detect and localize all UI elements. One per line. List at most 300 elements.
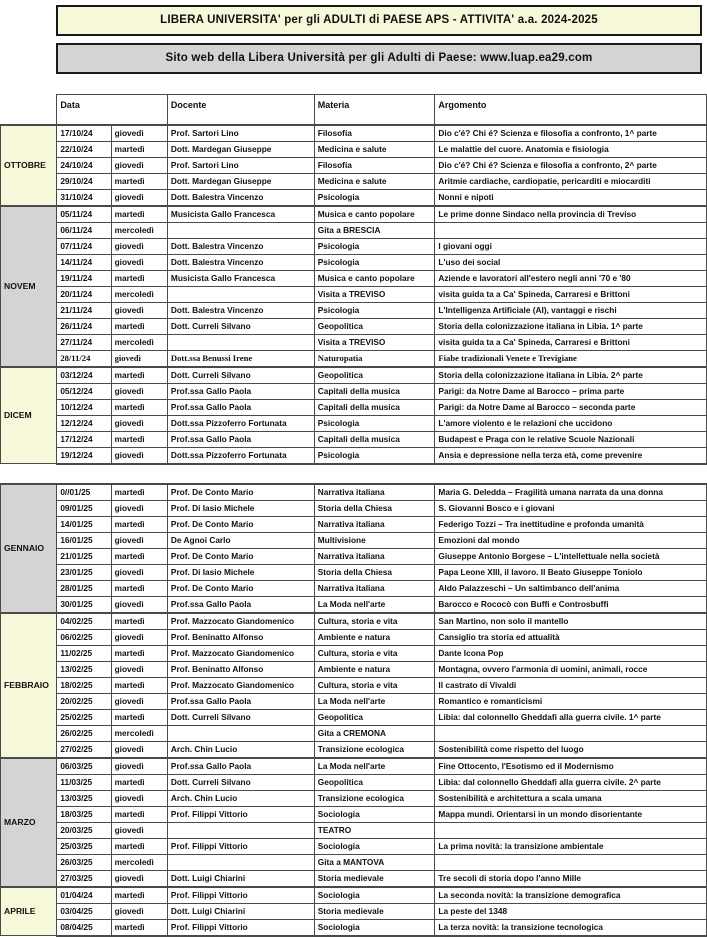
table-row (1, 238, 707, 254)
cell-topic: Budapest e Praga con le relative Scuole Nazionali (435, 431, 707, 447)
table-row (1, 157, 707, 173)
cell-date: 03/12/24 (57, 367, 111, 384)
column-header-subject: Materia (314, 95, 435, 125)
cell-teacher: Dott. Balestra Vincenzo (167, 302, 314, 318)
cell-date: 14/01/25 (57, 516, 111, 532)
table-row (1, 318, 707, 334)
cell-subject: Gita a MANTOVA (314, 854, 435, 870)
cell-teacher: Dott.ssa Pizzoferro Fortunata (167, 415, 314, 431)
cell-topic: San Martino, non solo il mantello (435, 613, 707, 630)
cell-teacher: Dott. Balestra Vincenzo (167, 238, 314, 254)
cell-date: 26/02/25 (57, 725, 111, 741)
cell-day: martedì (111, 645, 167, 661)
cell-subject: Psicologia (314, 447, 435, 464)
cell-date: 27/11/24 (57, 334, 111, 350)
cell-topic: Le prime donne Sindaco nella provincia di Treviso (435, 206, 707, 223)
cell-day: giovedì (111, 870, 167, 887)
cell-subject: Medicina e salute (314, 141, 435, 157)
cell-topic: I giovani oggi (435, 238, 707, 254)
column-header-day (111, 95, 167, 125)
cell-teacher: Prof. De Conto Mario (167, 516, 314, 532)
schedule-section-2 (0, 483, 707, 937)
cell-subject: Ambiente e natura (314, 661, 435, 677)
cell-topic: Giuseppe Antonio Borgese – L'intellettuale nella società (435, 548, 707, 564)
cell-subject: Sociologia (314, 806, 435, 822)
cell-subject: Narrativa italiana (314, 580, 435, 596)
cell-day: martedì (111, 399, 167, 415)
table-row (1, 548, 707, 564)
cell-subject: Ambiente e natura (314, 629, 435, 645)
cell-day: martedì (111, 431, 167, 447)
cell-day: giovedì (111, 758, 167, 775)
cell-date: 31/10/24 (57, 189, 111, 206)
cell-teacher: Prof.ssa Gallo Paola (167, 596, 314, 613)
cell-day: martedì (111, 709, 167, 725)
cell-date: 24/10/24 (57, 157, 111, 173)
cell-date: 21/01/25 (57, 548, 111, 564)
table-row (1, 367, 707, 384)
cell-topic: Sostenibilità e architettura a scala umana (435, 790, 707, 806)
cell-subject: Sociologia (314, 919, 435, 936)
cell-date: 11/02/25 (57, 645, 111, 661)
cell-day: mercoledì (111, 854, 167, 870)
cell-subject: Gita a BRESCIA (314, 222, 435, 238)
cell-subject: Geopolitica (314, 774, 435, 790)
table-row (1, 774, 707, 790)
cell-teacher: Prof. De Conto Mario (167, 580, 314, 596)
cell-topic: Nonni e nipoti (435, 189, 707, 206)
table-row (1, 903, 707, 919)
table-row (1, 516, 707, 532)
cell-day: mercoledì (111, 286, 167, 302)
cell-teacher: Arch. Chin Lucio (167, 741, 314, 758)
cell-topic: Papa Leone XIII, il lavoro. Il Beato Giuseppe Toniolo (435, 564, 707, 580)
cell-day: martedì (111, 173, 167, 189)
cell-teacher: Dott. Curreli Silvano (167, 318, 314, 334)
cell-date: 13/02/25 (57, 661, 111, 677)
month-label-ottobre: OTTOBRE (1, 125, 57, 206)
table-row (1, 189, 707, 206)
cell-teacher: Dott. Luigi Chiarini (167, 870, 314, 887)
cell-day: martedì (111, 887, 167, 904)
cell-date: 23/01/25 (57, 564, 111, 580)
cell-topic: Dio c'é? Chi é? Scienza e filosofia a confronto, 1^ parte (435, 125, 707, 142)
table-row (1, 484, 707, 501)
column-header-date: Data (57, 95, 111, 125)
cell-topic: La peste del 1348 (435, 903, 707, 919)
cell-date: 19/12/24 (57, 447, 111, 464)
table-row (1, 141, 707, 157)
table-row (1, 415, 707, 431)
cell-teacher: Dott. Luigi Chiarini (167, 903, 314, 919)
cell-topic: Ansia e depressione nella terza età, come prevenire (435, 447, 707, 464)
table-row (1, 613, 707, 630)
cell-teacher: Arch. Chin Lucio (167, 790, 314, 806)
month-label-marzo: MARZO (1, 758, 57, 887)
cell-teacher: Dott. Curreli Silvano (167, 774, 314, 790)
cell-teacher: Prof. Mazzocato Giandomenico (167, 677, 314, 693)
table-row (1, 399, 707, 415)
cell-date: 28/01/25 (57, 580, 111, 596)
cell-subject: Multivisione (314, 532, 435, 548)
cell-date: 11/03/25 (57, 774, 111, 790)
cell-date: 20/11/24 (57, 286, 111, 302)
cell-subject: Cultura, storia e vita (314, 613, 435, 630)
month-label-novem: NOVEM (1, 206, 57, 367)
cell-date: 26/03/25 (57, 854, 111, 870)
cell-topic: Cansiglio tra storia ed attualità (435, 629, 707, 645)
table-row (1, 919, 707, 936)
cell-day: giovedì (111, 125, 167, 142)
cell-date: 01/04/24 (57, 887, 111, 904)
cell-date: 03/04/25 (57, 903, 111, 919)
cell-teacher: Prof. De Conto Mario (167, 484, 314, 501)
cell-subject: Cultura, storia e vita (314, 645, 435, 661)
cell-teacher: Dott. Balestra Vincenzo (167, 254, 314, 270)
cell-date: 08/04/25 (57, 919, 111, 936)
table-row (1, 693, 707, 709)
cell-topic: Montagna, ovvero l'armonia di uomini, animali, rocce (435, 661, 707, 677)
cell-date: 21/11/24 (57, 302, 111, 318)
cell-day: mercoledì (111, 725, 167, 741)
cell-day: martedì (111, 516, 167, 532)
cell-topic: Storia della colonizzazione italiana in Libia. 1^ parte (435, 318, 707, 334)
table-row (1, 887, 707, 904)
spacer-between-tables (0, 465, 707, 483)
table-row (1, 500, 707, 516)
cell-day: martedì (111, 270, 167, 286)
schedule-table-winter-spring (0, 483, 707, 937)
table-row (1, 383, 707, 399)
cell-date: 29/10/24 (57, 173, 111, 189)
cell-topic: Barocco e Rococò con Buffi e Controsbuffi (435, 596, 707, 613)
cell-subject: Capitali della musica (314, 383, 435, 399)
cell-teacher: Prof.ssa Gallo Paola (167, 431, 314, 447)
cell-teacher: De Agnoi Carlo (167, 532, 314, 548)
cell-date: 27/02/25 (57, 741, 111, 758)
table-row (1, 532, 707, 548)
cell-topic: La terza novità: la transizione tecnologica (435, 919, 707, 936)
cell-teacher: Dott. Balestra Vincenzo (167, 189, 314, 206)
cell-teacher: Prof. Mazzocato Giandomenico (167, 645, 314, 661)
cell-subject: Narrativa italiana (314, 548, 435, 564)
page-title: LIBERA UNIVERSITA' per gli ADULTI di PAESE APS - ATTIVITA' a.a. 2024-2025 (56, 5, 702, 36)
cell-date: 10/12/24 (57, 399, 111, 415)
cell-teacher: Dott.ssa Benussi Irene (167, 350, 314, 367)
cell-day: martedì (111, 677, 167, 693)
cell-teacher: Prof. Filippi Vittorio (167, 887, 314, 904)
cell-date: 18/03/25 (57, 806, 111, 822)
cell-day: giovedì (111, 564, 167, 580)
cell-teacher: Prof. Beninatto Alfonso (167, 661, 314, 677)
cell-day: giovedì (111, 741, 167, 758)
header-month-gutter (1, 95, 57, 125)
table-row (1, 564, 707, 580)
month-label-febbraio: FEBBRAIO (1, 613, 57, 758)
cell-teacher: Dott. Mardegan Giuseppe (167, 141, 314, 157)
cell-teacher: Prof. Mazzocato Giandomenico (167, 613, 314, 630)
table-row (1, 334, 707, 350)
cell-day: martedì (111, 318, 167, 334)
table-row (1, 270, 707, 286)
month-label-aprile: APRILE (1, 887, 57, 936)
table-row (1, 222, 707, 238)
cell-date: 28/11/24 (57, 350, 111, 367)
cell-topic: Aritmie cardiache, cardiopatie, pericarditi e miocarditi (435, 173, 707, 189)
cell-teacher: Dott. Mardegan Giuseppe (167, 173, 314, 189)
cell-date: 05/11/24 (57, 206, 111, 223)
cell-topic (435, 822, 707, 838)
cell-topic: Maria G. Deledda – Fragilità umana narrata da una donna (435, 484, 707, 501)
cell-subject: Storia della Chiesa (314, 500, 435, 516)
cell-teacher: Dott.ssa Pizzoferro Fortunata (167, 447, 314, 464)
cell-topic: visita guida ta a Ca' Spineda, Carraresi e Brittoni (435, 334, 707, 350)
table-row (1, 838, 707, 854)
cell-day: giovedì (111, 157, 167, 173)
table-row (1, 725, 707, 741)
cell-date: 19/11/24 (57, 270, 111, 286)
cell-topic: Mappa mundi. Orientarsi in un mondo disorientante (435, 806, 707, 822)
cell-subject: La Moda nell'arte (314, 693, 435, 709)
cell-teacher: Dott. Curreli Silvano (167, 709, 314, 725)
table-row (1, 447, 707, 464)
cell-topic: Aziende e lavoratori all'estero negli anni '70 e '80 (435, 270, 707, 286)
cell-teacher: Musicista Gallo Francesca (167, 270, 314, 286)
cell-topic: Tre secoli di storia dopo l'anno Mille (435, 870, 707, 887)
cell-date: 13/03/25 (57, 790, 111, 806)
cell-date: 14/11/24 (57, 254, 111, 270)
table-row (1, 596, 707, 613)
cell-day: martedì (111, 580, 167, 596)
cell-subject: Gita a CREMONA (314, 725, 435, 741)
cell-subject: Sociologia (314, 887, 435, 904)
table-row (1, 629, 707, 645)
table-row (1, 580, 707, 596)
table-row (1, 286, 707, 302)
cell-date: 27/03/25 (57, 870, 111, 887)
cell-topic: Sostenibilità come rispetto del luogo (435, 741, 707, 758)
cell-date: 0//01/25 (57, 484, 111, 501)
cell-teacher (167, 334, 314, 350)
table-row (1, 254, 707, 270)
cell-date: 06/02/25 (57, 629, 111, 645)
cell-teacher: Prof. Beninatto Alfonso (167, 629, 314, 645)
cell-topic (435, 854, 707, 870)
cell-topic (435, 222, 707, 238)
cell-day: martedì (111, 919, 167, 936)
cell-date: 22/10/24 (57, 141, 111, 157)
cell-subject: Narrativa italiana (314, 516, 435, 532)
cell-topic: L'Intelligenza Artificiale (AI), vantaggi e rischi (435, 302, 707, 318)
cell-day: giovedì (111, 693, 167, 709)
cell-teacher (167, 854, 314, 870)
table-row (1, 661, 707, 677)
cell-teacher (167, 222, 314, 238)
table-row (1, 758, 707, 775)
cell-date: 16/01/25 (57, 532, 111, 548)
cell-day: giovedì (111, 189, 167, 206)
cell-day: martedì (111, 613, 167, 630)
month-label-gennaio: GENNAIO (1, 484, 57, 613)
table-header-row (1, 95, 707, 125)
column-header-topic: Argomento (435, 95, 707, 125)
website-banner: Sito web della Libera Università per gli Adulti di Paese: www.luap.ea29.com (56, 43, 702, 74)
cell-subject: Naturopatia (314, 350, 435, 367)
cell-day: martedì (111, 484, 167, 501)
cell-teacher: Prof.ssa Gallo Paola (167, 758, 314, 775)
cell-teacher: Prof. Sartori Lino (167, 157, 314, 173)
table-row (1, 741, 707, 758)
cell-day: giovedì (111, 903, 167, 919)
cell-topic: Emozioni dal mondo (435, 532, 707, 548)
cell-subject: Cultura, storia e vita (314, 677, 435, 693)
cell-day: giovedì (111, 415, 167, 431)
table-row (1, 709, 707, 725)
cell-topic: Storia della colonizzazione italiana in Libia. 2^ parte (435, 367, 707, 384)
cell-day: giovedì (111, 629, 167, 645)
cell-topic: L'uso dei social (435, 254, 707, 270)
cell-topic: Il castrato di Vivaldi (435, 677, 707, 693)
cell-date: 05/12/24 (57, 383, 111, 399)
cell-teacher: Prof. Di Iasio Michele (167, 500, 314, 516)
cell-topic: La seconda novità: la transizione demografica (435, 887, 707, 904)
cell-subject: La Moda nell'arte (314, 596, 435, 613)
cell-subject: Storia medievale (314, 903, 435, 919)
cell-day: giovedì (111, 532, 167, 548)
cell-subject: Capitali della musica (314, 431, 435, 447)
cell-subject: La Moda nell'arte (314, 758, 435, 775)
cell-date: 12/12/24 (57, 415, 111, 431)
cell-topic: Aldo Palazzeschi – Un saltimbanco dell'anima (435, 580, 707, 596)
cell-topic: Dio c'é? Chi é? Scienza e filosofia a confronto, 2^ parte (435, 157, 707, 173)
table-row (1, 302, 707, 318)
cell-topic: La prima novità: la transizione ambientale (435, 838, 707, 854)
cell-topic: Parigi: da Notre Dame al Barocco – seconda parte (435, 399, 707, 415)
cell-topic: Fiabe tradizionali Venete e Trevigiane (435, 350, 707, 367)
table-row (1, 790, 707, 806)
cell-subject: Visita a TREVISO (314, 334, 435, 350)
cell-day: mercoledì (111, 222, 167, 238)
cell-day: giovedì (111, 447, 167, 464)
cell-day: giovedì (111, 383, 167, 399)
cell-teacher: Prof.ssa Gallo Paola (167, 693, 314, 709)
cell-teacher: Prof. Filippi Vittorio (167, 919, 314, 936)
table-row (1, 125, 707, 142)
cell-subject: Geopolitica (314, 318, 435, 334)
cell-subject: Transizione ecologica (314, 741, 435, 758)
cell-subject: Capitali della musica (314, 399, 435, 415)
cell-topic: visita guida ta a Ca' Spineda, Carraresi e Brittoni (435, 286, 707, 302)
table-row (1, 822, 707, 838)
cell-teacher: Prof. Di Iasio Michele (167, 564, 314, 580)
cell-day: martedì (111, 141, 167, 157)
cell-subject: Psicologia (314, 302, 435, 318)
cell-date: 07/11/24 (57, 238, 111, 254)
table-row (1, 350, 707, 367)
cell-subject: Geopolitica (314, 367, 435, 384)
table-row (1, 854, 707, 870)
cell-teacher: Prof. Sartori Lino (167, 125, 314, 142)
cell-date: 25/03/25 (57, 838, 111, 854)
cell-topic: L'amore violento e le relazioni che uccidono (435, 415, 707, 431)
cell-date: 06/03/25 (57, 758, 111, 775)
cell-day: giovedì (111, 238, 167, 254)
cell-subject: Transizione ecologica (314, 790, 435, 806)
table-row (1, 206, 707, 223)
cell-teacher (167, 286, 314, 302)
cell-topic: Parigi: da Notre Dame al Barocco – prima parte (435, 383, 707, 399)
cell-teacher (167, 725, 314, 741)
cell-date: 17/12/24 (57, 431, 111, 447)
cell-subject: Filosofia (314, 125, 435, 142)
cell-teacher: Prof.ssa Gallo Paola (167, 399, 314, 415)
cell-day: giovedì (111, 596, 167, 613)
cell-subject: Filosofia (314, 157, 435, 173)
cell-subject: Psicologia (314, 238, 435, 254)
table-row (1, 173, 707, 189)
schedule-table-autumn (0, 94, 707, 465)
cell-subject: Musica e canto popolare (314, 270, 435, 286)
cell-topic: Le malattie del cuore. Anatomia e fisiologia (435, 141, 707, 157)
cell-subject: Geopolitica (314, 709, 435, 725)
cell-subject: Psicologia (314, 189, 435, 206)
header-banners (0, 0, 707, 74)
cell-teacher: Prof.ssa Gallo Paola (167, 383, 314, 399)
cell-subject: Visita a TREVISO (314, 286, 435, 302)
cell-day: martedì (111, 774, 167, 790)
cell-day: giovedì (111, 302, 167, 318)
cell-date: 04/02/25 (57, 613, 111, 630)
cell-teacher: Dott. Curreli Silvano (167, 367, 314, 384)
cell-day: giovedì (111, 790, 167, 806)
cell-teacher: Musicista Gallo Francesca (167, 206, 314, 223)
cell-subject: Psicologia (314, 415, 435, 431)
cell-subject: Medicina e salute (314, 173, 435, 189)
cell-day: giovedì (111, 661, 167, 677)
cell-topic: Romantico e romanticismi (435, 693, 707, 709)
cell-day: giovedì (111, 822, 167, 838)
cell-subject: Storia medievale (314, 870, 435, 887)
spacer-above-table-1 (0, 74, 707, 94)
cell-day: giovedì (111, 500, 167, 516)
cell-teacher: Prof. Filippi Vittorio (167, 838, 314, 854)
cell-date: 09/01/25 (57, 500, 111, 516)
table-row (1, 870, 707, 887)
cell-teacher (167, 822, 314, 838)
table-row (1, 431, 707, 447)
cell-teacher: Prof. Filippi Vittorio (167, 806, 314, 822)
table-row (1, 806, 707, 822)
cell-day: martedì (111, 838, 167, 854)
cell-topic: Fine Ottocento, l'Esotismo ed il Modernismo (435, 758, 707, 775)
cell-subject: Storia della Chiesa (314, 564, 435, 580)
cell-date: 20/03/25 (57, 822, 111, 838)
cell-day: giovedì (111, 350, 167, 367)
cell-day: martedì (111, 367, 167, 384)
cell-topic: S. Giovanni Bosco e i giovani (435, 500, 707, 516)
column-header-teacher: Docente (167, 95, 314, 125)
month-label-dicem: DICEM (1, 367, 57, 464)
cell-day: mercoledì (111, 334, 167, 350)
table-row (1, 645, 707, 661)
cell-teacher: Prof. De Conto Mario (167, 548, 314, 564)
cell-date: 18/02/25 (57, 677, 111, 693)
cell-subject: Narrativa italiana (314, 484, 435, 501)
cell-date: 17/10/24 (57, 125, 111, 142)
cell-date: 20/02/25 (57, 693, 111, 709)
cell-subject: TEATRO (314, 822, 435, 838)
cell-subject: Sociologia (314, 838, 435, 854)
